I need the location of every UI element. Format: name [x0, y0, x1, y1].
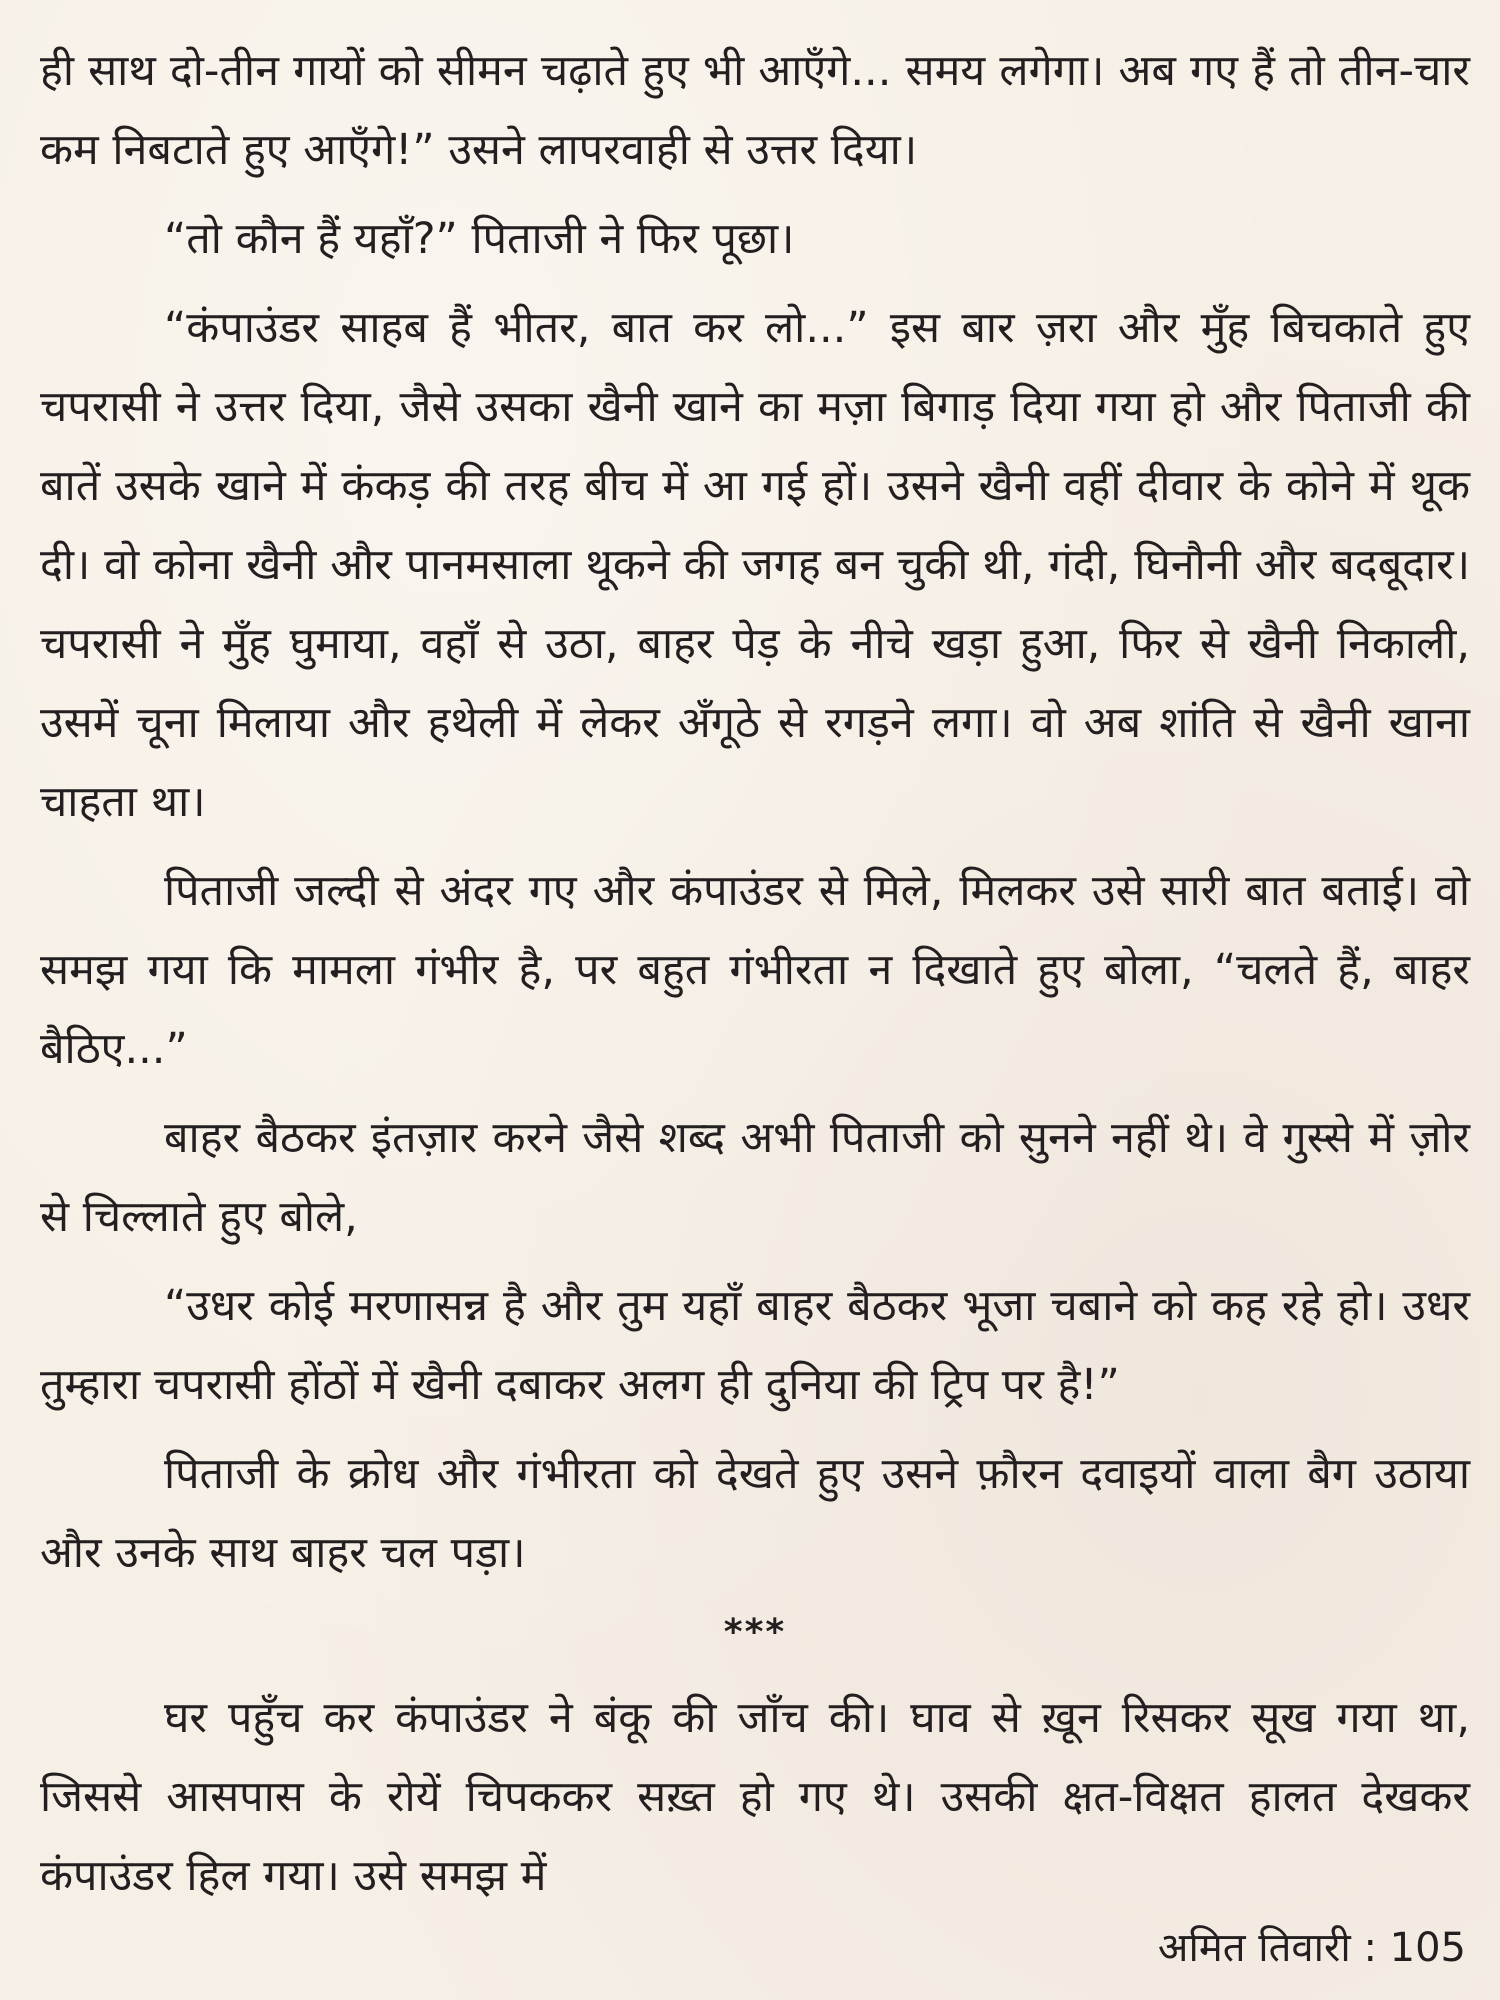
paragraph-4: पिताजी जल्दी से अंदर गए और कंपाउंडर से मिले, मिलकर उसे सारी बात बताई। वो समझ गया कि मामला गंभीर है, पर बहुत गंभीरता न दिखाते हुए बोला, “चलते हैं, बाहर बैठिए...” [40, 866, 1470, 1074]
paragraph-6: “उधर कोई मरणासन्न है और तुम यहाँ बाहर बैठकर भूजा चबाने को कह रहे हो। उधर तुम्हारा चपरासी होंठों में खैनी दबाकर अलग ही दुनिया की ट्रिप पर है!” [40, 1281, 1470, 1410]
paragraph-1: ही साथ दो-तीन गायों को सीमन चढ़ाते हुए भी आएँगे... समय लगेगा। अब गए हैं तो तीन-चार कम निबटाते हुए आएँगे!” उसने लापरवाही से उत्तर दिया। [40, 46, 1470, 175]
paragraph-5: बाहर बैठकर इंतज़ार करने जैसे शब्द अभी पिताजी को सुनने नहीं थे। वे गुस्से में ज़ोर से चिल्लाते हुए बोले, [40, 1113, 1470, 1242]
section-separator: *** [723, 1612, 787, 1653]
paragraph-7: पिताजी के क्रोध और गंभीरता को देखते हुए उसने फ़ौरन दवाइयों वाला बैग उठाया और उनके साथ बाहर चल पड़ा। [40, 1449, 1470, 1578]
paragraph-2: “तो कौन हैं यहाँ?” पिताजी ने फिर पूछा। [164, 214, 795, 264]
body-text [40, 32, 1470, 1926]
paragraph-8: घर पहुँच कर कंपाउंडर ने बंकू की जाँच की। घाव से ख़ून रिसकर सूख गया था, जिससे आसपास के रोयें चिपककर सख़्त हो गए थे। उसकी क्षत-विक्षत हालत देखकर कंपाउंडर हिल गया। उसे समझ में [40, 1693, 1470, 1901]
paragraph-3: “कंपाउंडर साहब हैं भीतर, बात कर लो...” इस बार ज़रा और मुँह बिचकाते हुए चपरासी ने उत्तर दिया, जैसे उसका खैनी खाने का मज़ा बिगाड़ दिया गया हो और पिताजी की बातें उसके खाने में कंकड़ की तरह बीच में आ गई हों। उसने खैनी वहीं दीवार के कोने में थूक दी। वो कोना खैनी और पानमसाला थूकने की जगह बन चुकी थी, गंदी, घिनौनी और बदबूदार। चपरासी ने मुँह घुमाया, वहाँ से उठा, बाहर पेड़ के नीचे खड़ा हुआ, फिर से खैनी निकाली, उसमें चूना मिलाया और हथेली में लेकर अँगूठे से रगड़ने लगा। वो अब शांति से खैनी खाना चाहता था। [40, 303, 1470, 827]
page-footer: अमित तिवारी : 105 [1157, 1925, 1466, 1971]
